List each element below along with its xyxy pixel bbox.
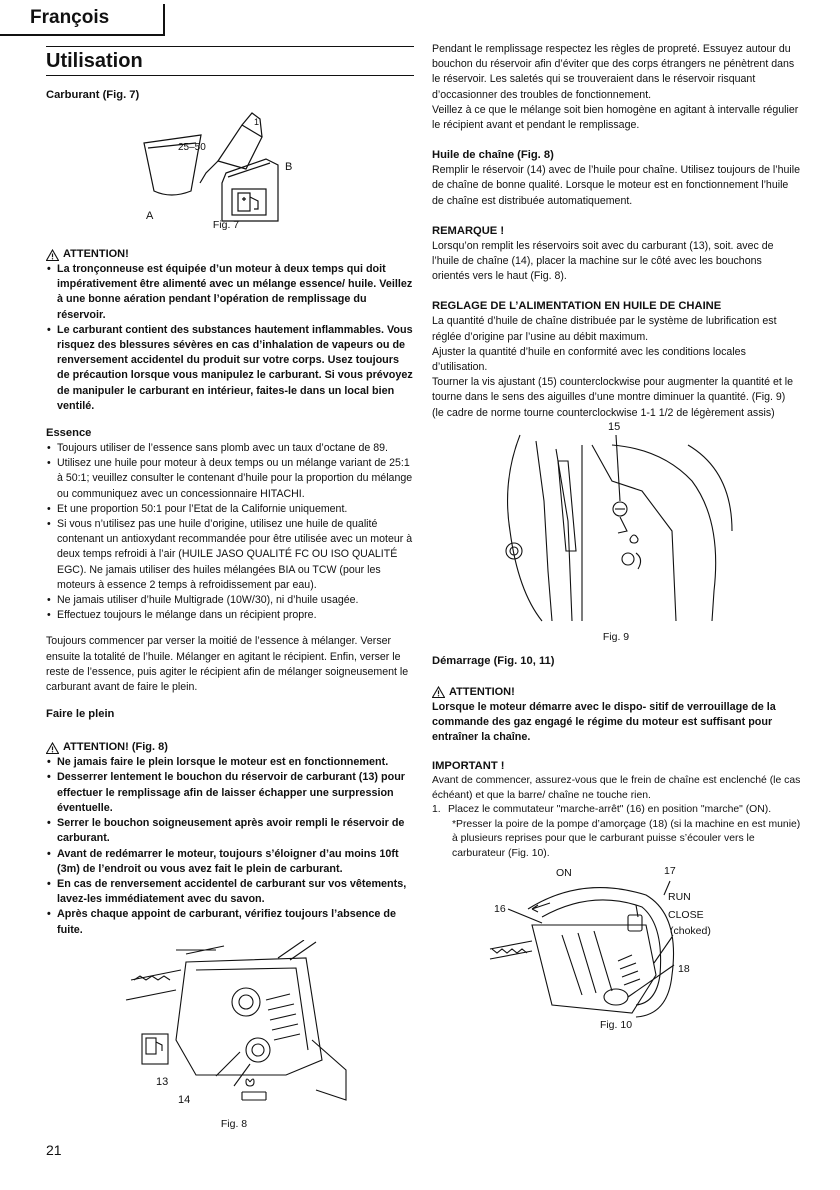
step-1-number: 1.: [432, 804, 441, 816]
faire-plein-heading: Faire le plein: [46, 708, 115, 721]
fig10-run-label: RUN: [668, 891, 691, 904]
reglage-heading: REGLAGE DE L’ALIMENTATION EN HUILE DE CHAINE: [432, 300, 722, 313]
intro-paragraph-2: Veillez à ce que le mélange soit bien homogène en agitant à intervalle régulier le récipient avant et pendant le remplissage.: [432, 103, 799, 132]
fig8-label-14: 14: [178, 1093, 191, 1106]
fig10-close-label: CLOSE: [668, 909, 704, 922]
reglage-text-1: La quantité d’huile de chaîne distribuée par le système de lubrification est réglée d’origine par l’usine au débit maximum.: [432, 315, 777, 343]
fig7-label-b: B: [285, 161, 293, 173]
attention2-list: [46, 755, 414, 937]
essence-heading: Essence: [46, 427, 92, 440]
list-item: • Ne jamais faire le plein lorsque le moteur est en fonctionnement.: [46, 755, 414, 770]
step-1: [432, 803, 802, 818]
fig10-label-16: 16: [494, 903, 506, 916]
intro-paragraph: Pendant le remplissage respectez les règles de propreté. Essuyez autour du bouchon du réservoir afin d’éviter que des corps étrangers ne pénètrent dans le réservoir. Les saletés qui se trouveraient dans le réservoir risquant d’occasionner des troubles de fonctionnement.: [432, 43, 795, 101]
huile-heading: Huile de chaîne (Fig. 8): [432, 149, 554, 162]
list-item: • Utilisez une huile pour moteur à deux temps ou un mélange variant de 25:1 à 50:1; veuillez consulter le contenant d’huile pour la proportion du mélange ou communiquez avec un concessionnaire HITACHI.: [46, 456, 414, 502]
reglage-text-4: (le cadre de norme tourne counterclockwise 1-1 1/2 de légèrement assis): [432, 406, 775, 419]
fig10-choked-label: (choked): [670, 925, 711, 938]
list-item: • Serrer le bouchon soigneusement après avoir rempli le réservoir de carburant.: [46, 816, 414, 846]
fig7-illustration: [46, 103, 414, 228]
attention1-list: [46, 262, 414, 414]
list-item: • Desserrer lentement le bouchon du réservoir de carburant (13) pour effectuer le remplissage afin de laisser échapper une surpression éventuelle.: [46, 770, 414, 816]
fig7-caption: Fig. 7: [212, 219, 240, 231]
language-tab: [0, 4, 165, 36]
fig9-caption: Fig. 9: [602, 630, 630, 643]
essence-list: [46, 441, 414, 623]
fig8-illustration: [46, 940, 414, 1130]
fig9-label-15: 15: [608, 420, 621, 433]
huile-text: Remplir le réservoir (14) avec de l’huile pour chaîne. Utilisez toujours de l’huile de chaîne de bonne qualité. Lorsque le moteur est en fonctionnement l’huile de chaîne est distribuée automatiquement.: [432, 164, 801, 207]
fig9-illustration: [432, 421, 802, 633]
list-item: • Et une proportion 50:1 pour l’Etat de la Californie uniquement.: [46, 502, 414, 517]
list-item: • La tronçonneuse est équipée d’un moteur à deux temps qui doit impérativement être alimenté avec un mélange essence/ huile. Veillez à une bonne aération pendant l’opération de remplissage du réservoir.: [46, 262, 414, 323]
fig7-bottle-num: 1: [254, 117, 260, 127]
remarque-heading: REMARQUE !: [432, 224, 505, 237]
warning-icon: [46, 249, 59, 261]
attention3-text: Lorsque le moteur démarre avec le dispo- sitif de verrouillage de la commande des gaz engagé le régime du moteur est suffisant pour entraîner la chaîne.: [432, 700, 776, 744]
section-title: Utilisation: [46, 46, 414, 76]
fig7-label-a: A: [146, 210, 154, 222]
list-item: • Avant de redémarrer le moteur, toujours s’éloigner d’au moins 10ft (3m) de l’endroit ou vous avez fait le plein de carburant.: [46, 847, 414, 877]
warning-icon: [432, 686, 445, 698]
reglage-text-3: Tourner la vis ajustant (15) counterclockwise pour augmenter la quantité et le tourne dans le sens des aiguilles d’une montre diminuer la quantité. (Fig. 9): [432, 376, 793, 404]
carburant-heading: Carburant (Fig. 7): [46, 89, 140, 101]
fig10-illustration: [432, 865, 802, 1033]
attention3-label: ATTENTION!: [449, 685, 515, 698]
remarque-text: Lorsqu’on remplit les réservoirs soit avec du carburant (13), soit. avec de l’huile de chaîne (14), placer la machine sur le côté avec les bouchons orientés vers le haut (Fig. 8).: [432, 239, 774, 283]
page-number: 21: [46, 1142, 62, 1158]
attention2-label: ATTENTION! (Fig. 8): [63, 741, 168, 754]
attention2-heading: [46, 740, 414, 755]
list-item: • Le carburant contient des substances hautement inflammables. Vous risquez des blessures sévères en cas d’inhalation de vapeurs ou de renversement accidentel du produit sur votre corps. Usez toujours de précaution lorsque vous manipulez le carburant. Si vous prévoyez de manipuler le carburant en intérieur, faites-le dans un local bien ventilé.: [46, 323, 414, 414]
right-column: [432, 42, 802, 1033]
fig10-label-18: 18: [678, 963, 690, 976]
important-heading: IMPORTANT !: [432, 760, 505, 773]
list-item: • Après chaque appoint de carburant, vérifiez toujours l’absence de fuite.: [46, 907, 414, 937]
list-item: • En cas de renversement accidentel de carburant sur vos vêtements, lavez-les immédiatement avec du savon.: [46, 877, 414, 907]
attention3-heading: [432, 685, 802, 700]
list-item: • Toujours utiliser de l’essence sans plomb avec un taux d’octane de 89.: [46, 441, 414, 456]
demarrage-heading: Démarrage (Fig. 10, 11): [432, 654, 555, 667]
list-item: • Si vous n’utilisez pas une huile d’origine, utilisez une huile de qualité contenant un antioxydant recommandée pour être utilisée avec un moteur à deux temps refroidi à l’air (HUILE JASO QUALITÉ FC OU ISO QUALITÉ EGC). Ne jamais utiliser des huiles mélangées BIA ou TCW (pour les moteurs à essence 2 temps à refroidissement par eau).: [46, 517, 414, 593]
fig10-label-17: 17: [664, 865, 676, 878]
fig10-on-label: ON: [556, 867, 572, 880]
warning-icon: [46, 742, 59, 754]
attention1-label: ATTENTION!: [63, 248, 129, 260]
list-item: • Ne jamais utiliser d’huile Multigrade (10W/30), ni d’huile usagée.: [46, 593, 414, 608]
fig7: [46, 103, 414, 241]
language-label: François: [30, 7, 110, 28]
fig10: [432, 865, 802, 1033]
step-1b: *Presser la poire de la pompe d’amorçage (18) (si la machine en est munie) à plusieurs reprises pour que le carburant puisse s’écouler vers le carburateur (Fig. 10).: [452, 818, 801, 859]
fig10-caption: Fig. 10: [599, 1019, 633, 1032]
reglage-text-2: Ajuster la quantité d’huile en conformité avec les conditions locales d’utilisation.: [432, 345, 746, 374]
fig7-ratio: 25–50: [178, 142, 206, 153]
essence-paragraph: Toujours commencer par verser la moitié de l’essence à mélanger. Verser ensuite la totalité de l’huile. Mélanger en agitant le récipient. Enfin, verser le reste de l’essence, puis agiter le récipient afin de mélanger soigneusement le carburant avant de faire le plein.: [46, 635, 409, 694]
list-item: • Effectuez toujours le mélange dans un récipient propre.: [46, 608, 414, 623]
important-text: Avant de commencer, assurez-vous que le frein de chaîne est enclenché (le cas échéant) et que la barre/ chaîne ne touche rien.: [432, 775, 801, 801]
step-1-text: Placez le commutateur "marche-arrêt" (16) en position "marche" (ON).: [448, 804, 772, 816]
fig8-caption: Fig. 8: [220, 1117, 248, 1130]
fig8: [46, 940, 414, 1130]
attention1-heading: [46, 247, 414, 262]
fig9: [432, 421, 802, 647]
left-column: [46, 46, 414, 1130]
fig8-label-13: 13: [156, 1075, 169, 1088]
